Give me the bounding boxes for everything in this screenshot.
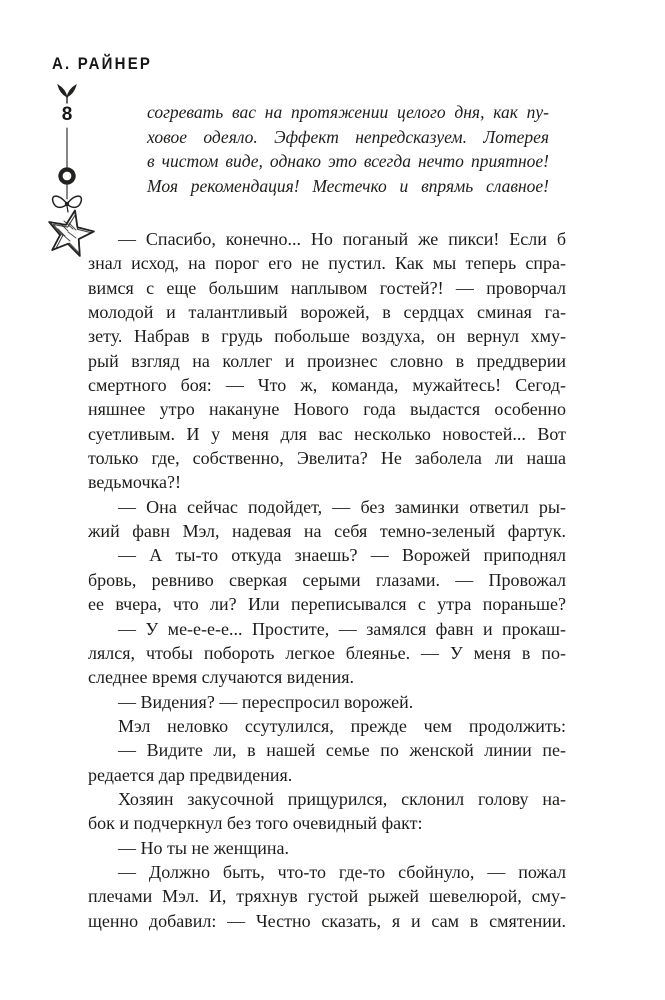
text-line: — А ты-то откуда знаешь? — Ворожей приподнял (118, 545, 566, 566)
paragraph (88, 543, 566, 616)
text-line: жий фавн Мэл, надевая на себя темно-зеленый фартук. (88, 521, 566, 542)
text-line: редается дар предвидения. (88, 764, 293, 785)
text-line: знал исход, на порог его не пустил. Как мы теперь спра- (88, 253, 566, 274)
body-text (88, 227, 566, 933)
text-line: вимся с еще большим наплывом гостей?! — проворчал (88, 277, 566, 298)
text-line: Мэл неловко ссутулился, прежде чем продолжить: (118, 715, 566, 736)
text-line: бок и подчеркнул без того очевидный факт: (88, 813, 423, 834)
text-line: — Видения? — переспросил ворожей. (118, 691, 414, 712)
paragraph (88, 787, 566, 836)
text-line: — Она сейчас подойдет, — без заминки ответил ры- (118, 496, 566, 517)
paragraph (88, 495, 566, 544)
text-line: бровь, ревниво сверкая серыми глазами. — Провожал (88, 569, 566, 590)
text-line: Хозяин закусочной прищурился, склонил голову на- (118, 788, 566, 809)
paragraph (88, 227, 566, 495)
text-line: молодой и талантливый ворожей, в сердцах сминая га- (88, 302, 566, 323)
text-line: — Видите ли, в нашей семье по женской линии пе- (118, 740, 566, 761)
paragraph (88, 860, 566, 933)
text-line: смертного боя: — Что ж, команда, мужайтесь! Сегод- (88, 375, 566, 396)
paragraph (88, 738, 566, 787)
epigraph-line: Моя рекомендация! Местечко и впрямь славное! (147, 175, 549, 196)
paragraph (88, 714, 566, 738)
text-line: ведьмочка?! (88, 472, 181, 493)
paragraph (88, 617, 566, 690)
text-line: суетливым. И у меня для вас несколько новостей... Вот (88, 423, 566, 444)
author-header: А. РАЙНЕР (52, 55, 153, 74)
text-line: — Но ты не женщина. (118, 837, 290, 858)
text-line: лялся, чтобы побороть легкое блеянье. — У меня в по- (88, 642, 566, 663)
epigraph-line: в чистом виде, однако это всегда нечто приятное! (147, 151, 549, 172)
text-line: зету. Набрав в грудь побольше воздуха, он вернул хму- (88, 326, 566, 347)
text-line: — Спасибо, конечно... Но поганый же пикси! Если б (118, 229, 566, 249)
text-line: ее вчера, что ли? Или переписывался с утра пораньше? (88, 594, 566, 615)
text-line: только где, собственно, Эвелита? Не заболела ли наша (88, 448, 566, 469)
text-line: плечами Мэл. И, тряхнув густой рыжей шевелюрой, сму- (88, 886, 566, 907)
text-line: рый взгляд на коллег и произнес словно в преддверии (88, 350, 566, 371)
page-number: 8 (61, 104, 73, 125)
epigraph (147, 100, 549, 198)
epigraph-line: ховое одеяло. Эффект непредсказуем. Лотерея (147, 126, 549, 147)
text-line: няшнее утро накануне Нового года выдастся особенно (88, 399, 566, 420)
text-line: — У ме-е-е-е... Простите, — замялся фавн и прокаш- (118, 618, 566, 639)
text-line: щенно добавил: — Честно сказать, я и сам в смятении. (88, 910, 566, 931)
text-line: следнее время случаются видения. (88, 667, 355, 688)
epigraph-line: согревать вас на протяжении целого дня, как пу- (147, 102, 549, 122)
paragraph (88, 836, 566, 860)
text-line: — Должно быть, что-то где-то сбойнуло, — пожал (118, 861, 566, 882)
paragraph (88, 690, 566, 714)
